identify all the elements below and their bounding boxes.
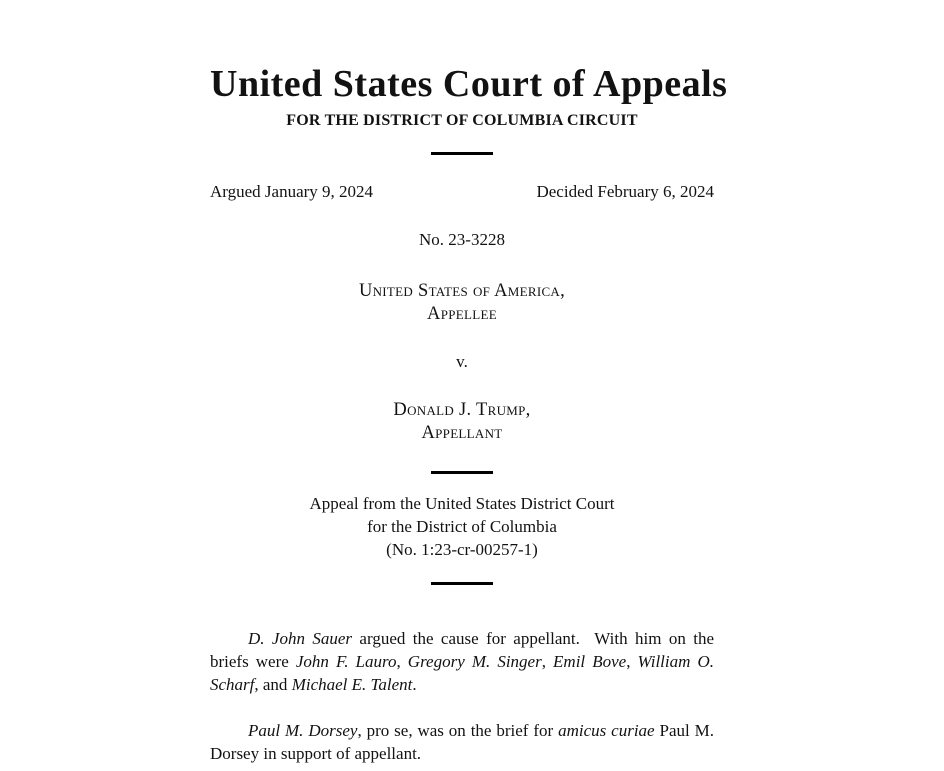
counsel-name-italic: D. John Sauer: [248, 629, 353, 648]
counsel-name-italic: Michael E. Talent: [291, 675, 413, 694]
counsel-text: Paul M. Dorsey in support of appellant.: [210, 721, 715, 763]
counsel-name-italic: Paul M. Dorsey: [248, 721, 358, 740]
counsel-text: ,: [541, 652, 554, 671]
decided-date: Decided February 6, 2024: [536, 182, 714, 201]
counsel-text: .: [412, 675, 417, 694]
section-divider: [431, 471, 493, 474]
appeal-origin-line3: (No. 1:23-cr-00257-1): [386, 540, 538, 559]
appeal-origin: [210, 492, 714, 561]
section-divider: [431, 582, 493, 585]
counsel-paragraphs: [210, 627, 714, 765]
case-caption: [210, 280, 714, 445]
counsel-paragraph: [210, 719, 714, 765]
appeal-origin-line1: Appeal from the United States District Court: [309, 494, 615, 513]
case-number: No. 23-3228: [419, 230, 505, 249]
counsel-text: , and: [254, 675, 292, 694]
counsel-name-italic: John F. Lauro: [295, 652, 397, 671]
document-page: [210, 0, 728, 765]
counsel-text: ,: [396, 652, 408, 671]
argued-date: Argued January 9, 2024: [210, 182, 374, 201]
counsel-name-italic: William O. Scharf: [210, 652, 715, 694]
appellant-name: Donald J. Trump,: [393, 400, 531, 420]
counsel-text: argued the cause for appellant. With him on the briefs were: [210, 629, 715, 671]
appellee-name: United States of America,: [358, 281, 566, 301]
appellant-role: Appellant: [421, 423, 503, 443]
court-name-heading: United States Court of Appeals: [210, 63, 728, 105]
appeal-origin-line2: for the District of Columbia: [367, 517, 557, 536]
counsel-name-italic: Gregory M. Singer: [407, 652, 542, 671]
counsel-name-italic: amicus curiae: [558, 721, 655, 740]
counsel-name-italic: Emil Bove: [553, 652, 627, 671]
court-subtitle: FOR THE DISTRICT OF COLUMBIA CIRCUIT: [286, 112, 638, 129]
counsel-text: ,: [626, 652, 638, 671]
versus-label: v.: [456, 352, 468, 371]
appellee-role: Appellee: [427, 304, 497, 324]
dates-row: [210, 180, 714, 203]
counsel-text: , pro se, was on the brief for: [357, 721, 559, 740]
counsel-paragraph: [210, 627, 714, 696]
section-divider: [431, 152, 493, 155]
appellee-block: [210, 280, 714, 326]
appellant-block: [210, 399, 714, 445]
